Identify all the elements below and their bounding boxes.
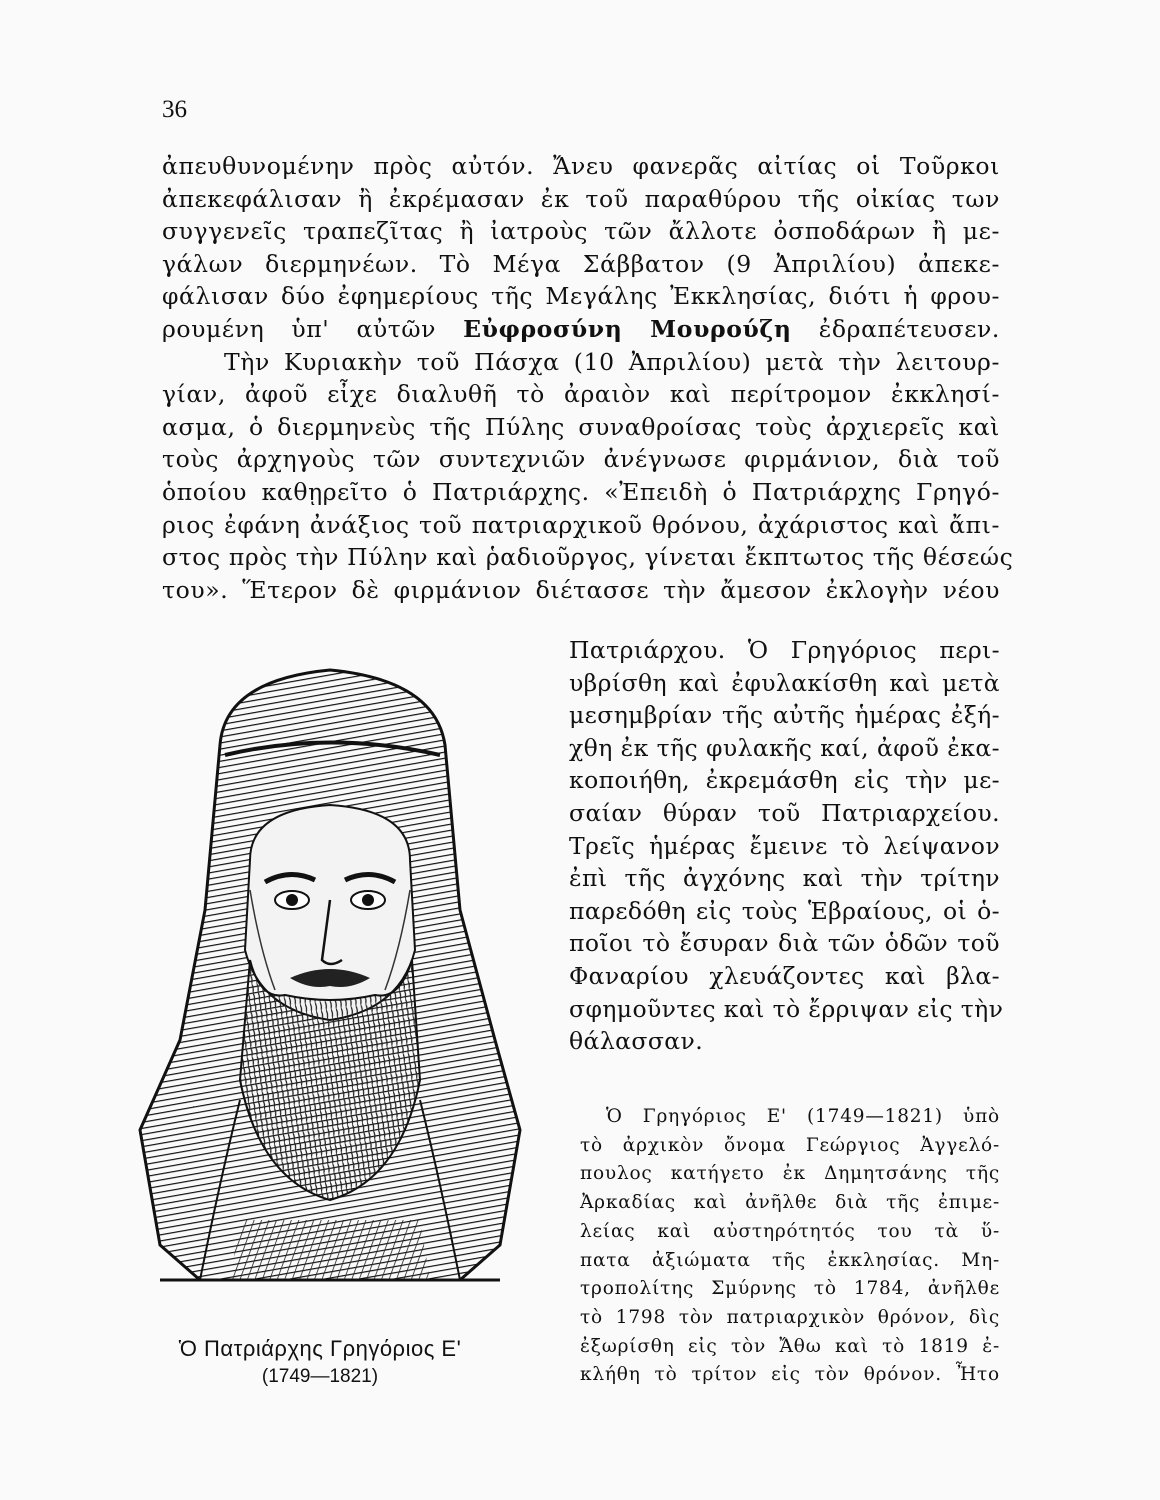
bio-line: ἐξωρίσθη εἰς τὸν Ἄθω καὶ τὸ 1819 ἐ-: [580, 1335, 1000, 1357]
text-line: Τὴν Κυριακὴν τοῦ Πάσχα (10 Ἀπριλίου) μετὰ τὴν λειτουρ-: [224, 347, 1000, 376]
body-text-full-width: [162, 150, 1014, 606]
text-fragment: ἐδραπέτευσεν.: [818, 314, 1000, 343]
text-fragment: ρουμένη ὑπ' αὐτῶν: [162, 314, 437, 343]
caption-dates: (1749—1821): [261, 1366, 379, 1387]
text-line: τοὺς ἀρχηγοὺς τῶν συντεχνιῶν ἀνέγνωσε φιρμάνιον, διὰ τοῦ: [162, 445, 1000, 474]
bio-line: πουλος κατήγετο ἐκ Δημητσάνης τῆς: [580, 1163, 1000, 1185]
body-text-column: [569, 634, 1004, 1058]
text-line: Πατριάρχου. Ὁ Γρηγόριος περι-: [569, 636, 1000, 664]
text-line: Φαναρίου χλευάζοντες καὶ βλα-: [569, 961, 1000, 990]
bio-line: Ὁ Γρηγόριος Ε' (1749—1821) ὑπὸ: [606, 1106, 1000, 1127]
bold-name: Εὐφροσύνη Μουρούζη: [463, 314, 792, 343]
text-line: συγγενεῖς τραπεζῖτας ἢ ἰατροὺς τῶν ἄλλοτε ὀσποδάρων ἢ με-: [162, 217, 1000, 246]
text-line: ἐπὶ τῆς ἀγχόνης καὶ τὴν τρίτην: [569, 864, 1000, 893]
text-line: ἀπευθυνομένην πρὸς αὐτόν. Ἄνευ φανερᾶς αἰτίας οἱ Τοῦρκοι: [162, 152, 1000, 180]
caption-name: Ὁ Πατριάρχης Γρηγόριος Ε': [178, 1336, 462, 1361]
portrait-caption: [110, 1336, 530, 1388]
text-line: ποῖοι τὸ ἔσυραν διὰ τῶν ὁδῶν τοῦ: [569, 929, 1000, 958]
bio-line: πατα ἀξιώματα τῆς ἐκκλησίας. Μη-: [580, 1249, 1000, 1271]
text-line: φάλισαν δύο ἐφημερίους τῆς Μεγάλης Ἐκκλησίας, διότι ἡ φρου-: [162, 282, 1000, 311]
text-line: σαίαν θύραν τοῦ Πατριαρχείου.: [569, 798, 1000, 827]
bio-line: τροπολίτης Σμύρνης τὸ 1784, ἀνῆλθε: [580, 1278, 1000, 1300]
text-line: σφημοῦντες καὶ τὸ ἔρριψαν εἰς τὴν: [569, 994, 1004, 1023]
text-line: παρεδόθη εἰς τοὺς Ἑβραίους, οἱ ὁ-: [569, 896, 1000, 925]
text-line: μεσημβρίαν τῆς αὐτῆς ἡμέρας ἐξή-: [569, 701, 1000, 730]
bio-line: κλήθη τὸ τρίτον εἰς τὸν θρόνον. Ἦτο: [580, 1364, 1000, 1386]
page-number: 36: [162, 96, 187, 123]
text-line: γίαν, ἀφοῦ εἶχε διαλυθῆ τὸ ἀραιὸν καὶ περίτρομον ἐκκλησί-: [162, 380, 1000, 409]
text-line: ἀπεκεφάλισαν ἢ ἐκρέμασαν ἐκ τοῦ παραθύρου τῆς οἰκίας των: [162, 184, 1000, 213]
bio-line: Ἀρκαδίας καὶ ἀνῆλθε διὰ τῆς ἐπιμε-: [580, 1192, 1000, 1214]
text-line: γάλων διερμηνέων. Τὸ Μέγα Σάββατον (9 Ἀπριλίου) ἀπεκε-: [162, 249, 1000, 278]
text-line: ασμα, ὁ διερμηνεὺς τῆς Πύλης συναθροίσας τοὺς ἀρχιερεῖς καὶ: [162, 412, 1000, 441]
bio-line: τὸ 1798 τὸν πατριαρχικὸν θρόνον, δὶς: [580, 1306, 1000, 1328]
text-line: ὁποίου καθῃρεῖτο ὁ Πατριάρχης. «Ἐπειδὴ ὁ Πατριάρχης Γρηγό-: [162, 477, 1000, 506]
text-line: χθη ἐκ τῆς φυλακῆς καί, ἀφοῦ ἐκα-: [569, 733, 1000, 762]
text-line: Τρεῖς ἡμέρας ἔμεινε τὸ λείψανον: [569, 831, 1000, 860]
text-line: του». Ἕτερον δὲ φιρμάνιον διέτασσε τὴν ἄμεσον ἐκλογὴν νέου: [162, 575, 1000, 604]
text-line-with-name: [162, 313, 1000, 346]
text-line: κοποιήθη, ἐκρεμάσθη εἰς τὴν με-: [569, 766, 1000, 795]
text-line: ριος ἐφάνη ἀνάξιος τοῦ πατριαρχικοῦ θρόνου, ἀχάριστος καὶ ἄπι-: [162, 510, 1000, 539]
biography-note: [580, 1103, 1000, 1390]
bio-line: τὸ ἀρχικὸν ὄνομα Γεώργιος Ἀγγελό-: [580, 1134, 1000, 1156]
bio-line: λείας καὶ αὐστηρότητός του τὰ ὕ-: [580, 1220, 1000, 1242]
text-line: στος πρὸς τὴν Πύλην καὶ ῥαδιοῦργος, γίνεται ἔκπτωτος τῆς θέσεώς: [162, 543, 1014, 572]
text-line: θάλασσαν.: [569, 1027, 704, 1056]
patriarch-portrait-engraving: [100, 660, 560, 1320]
text-line: υβρίσθη καὶ ἐφυλακίσθη καὶ μετὰ: [569, 668, 1000, 697]
